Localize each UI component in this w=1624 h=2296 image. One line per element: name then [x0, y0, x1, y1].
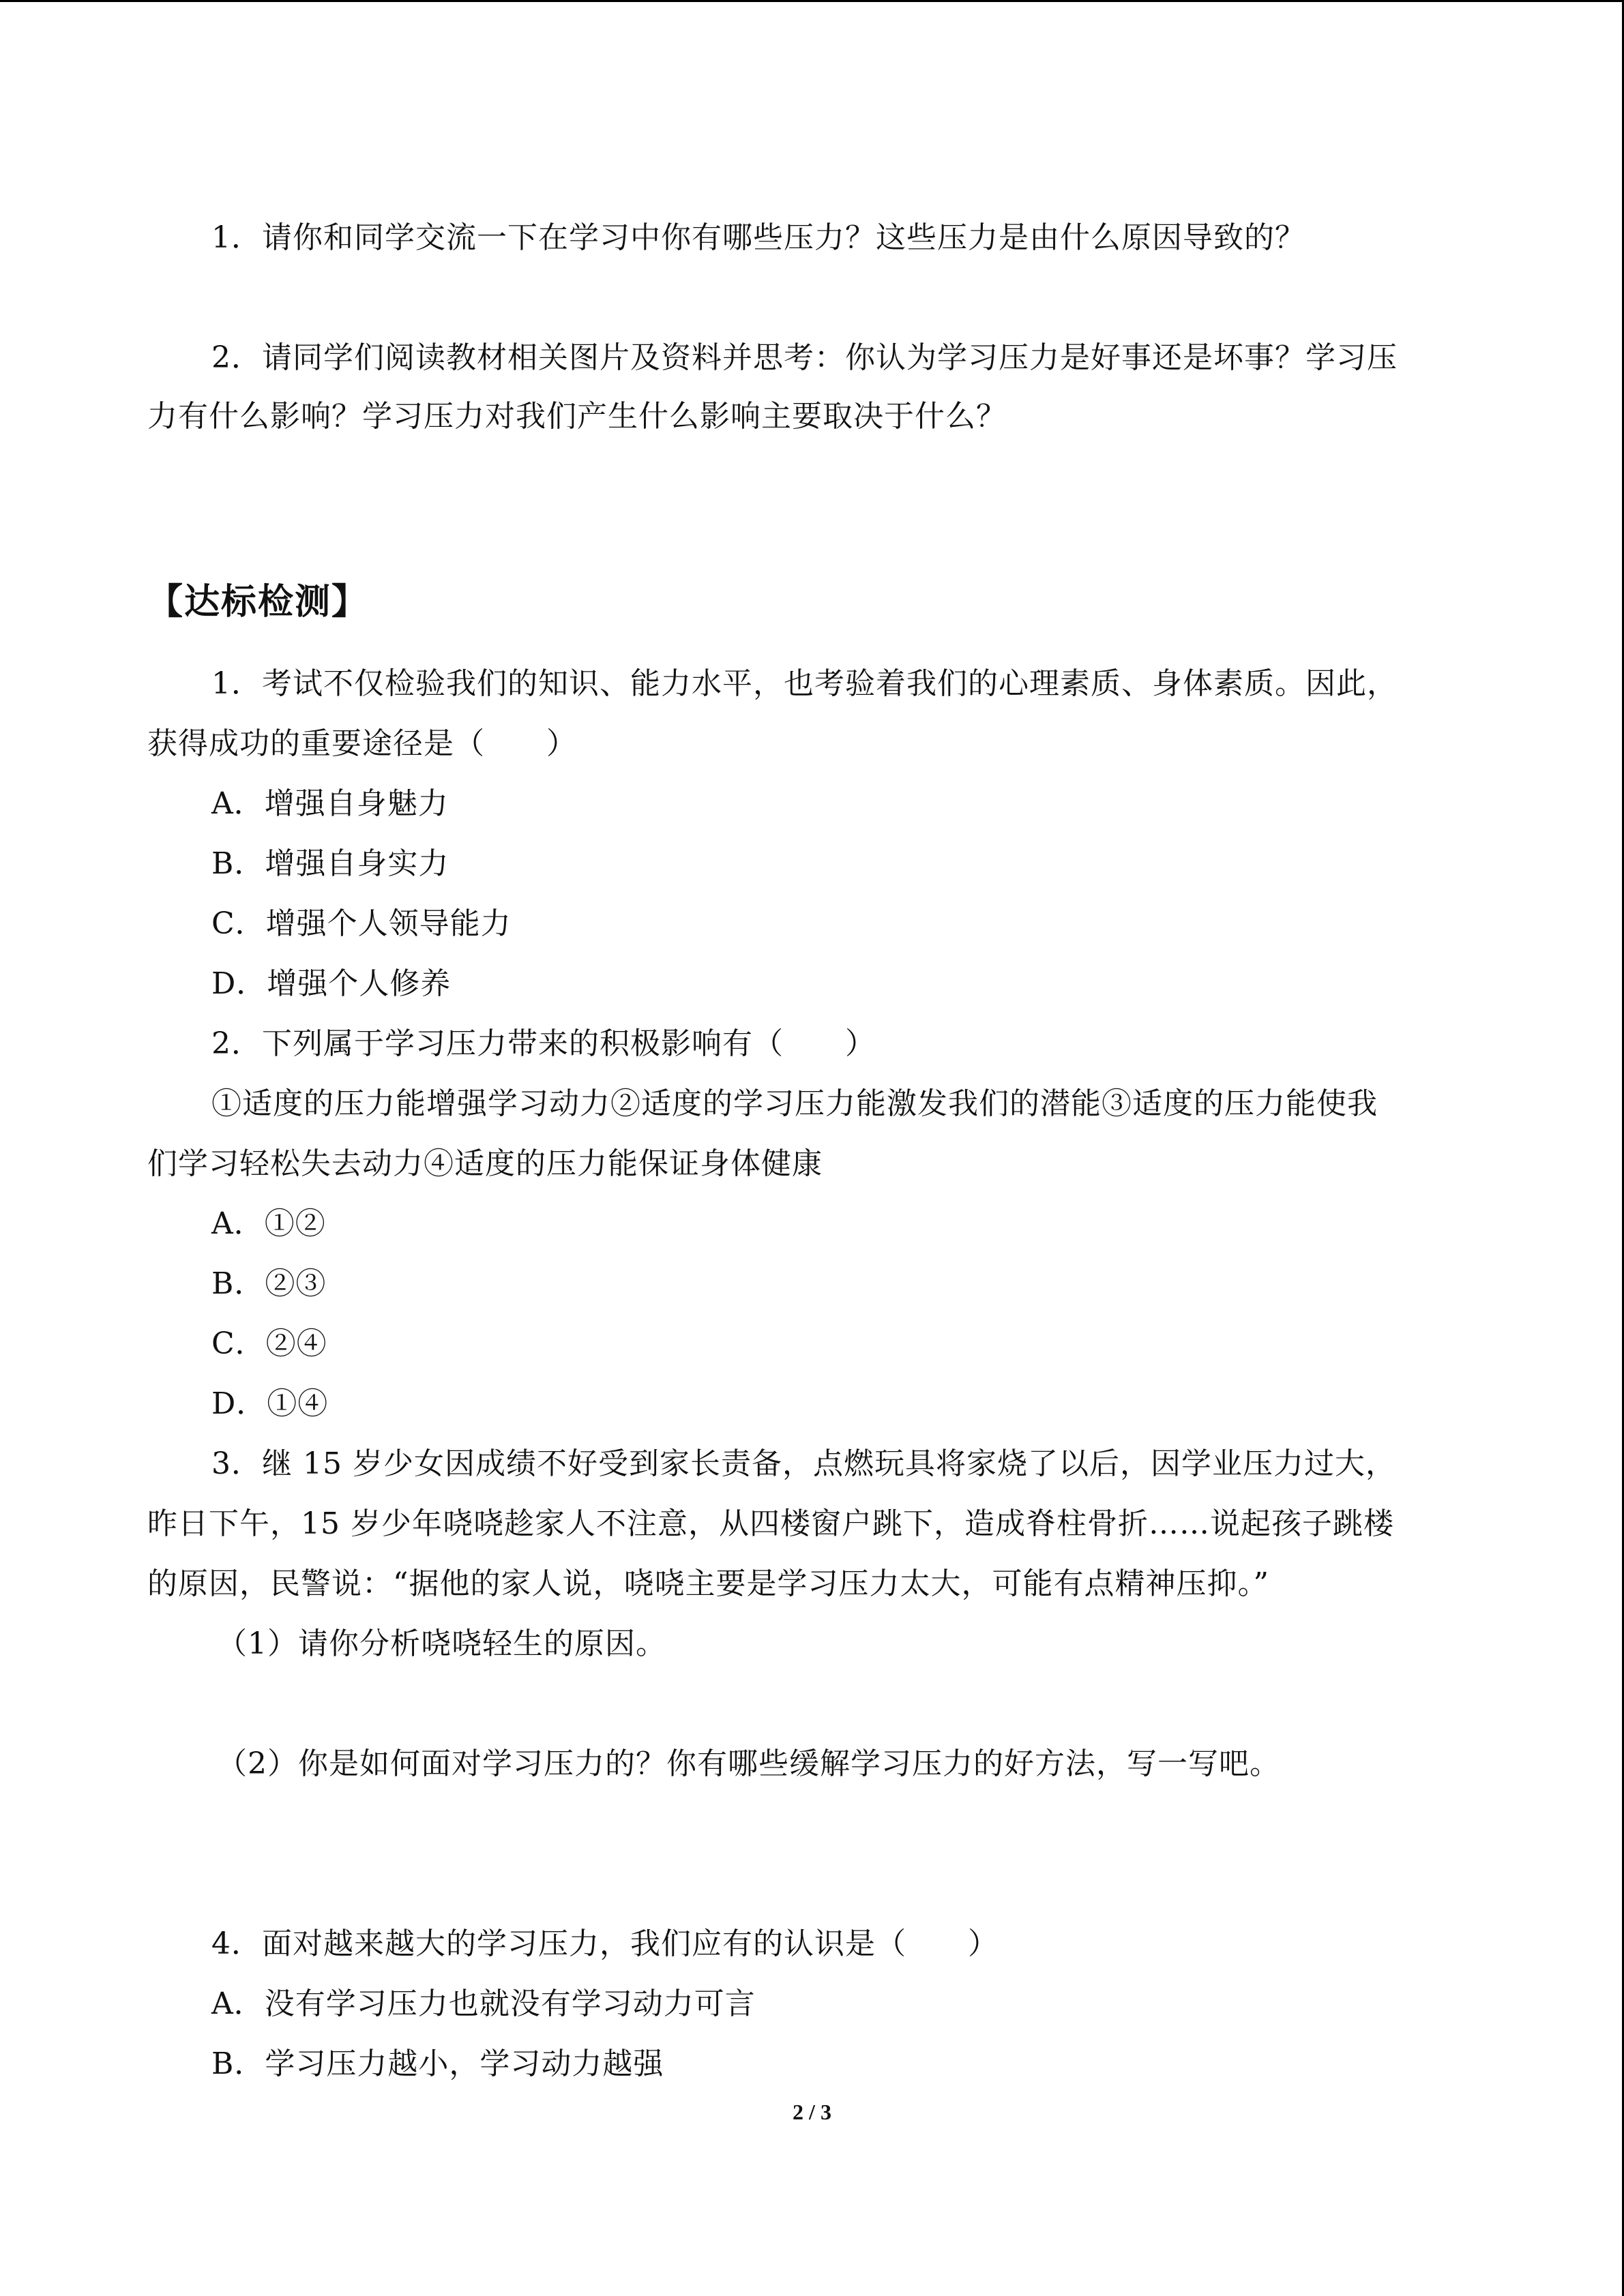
question-1: 1．请你和同学交流一下在学习中你有哪些压力？这些压力是由什么原因导致的？: [211, 220, 1305, 255]
test-3-sub-question-1: （1）请你分析哓哓轻生的原因。: [217, 1626, 666, 1661]
test-4-option-b: B．学习压力越小，学习动力越强: [211, 2046, 664, 2081]
test-1-option-c: C．增强个人领导能力: [211, 906, 512, 941]
test-2-stem: 2．下列属于学习压力带来的积极影响有（ ）: [211, 1026, 876, 1061]
test-2-statements-line-1: ①适度的压力能增强学习动力②适度的学习压力能激发我们的潜能③适度的压力能使我: [211, 1086, 1378, 1121]
test-3-line-1: 3．继 15 岁少女因成绩不好受到家长责备，点燃玩具将家烧了以后，因学业压力过大，: [211, 1446, 1396, 1481]
page-number: 2 / 3: [793, 2100, 831, 2124]
test-2-option-b: B．②③: [211, 1266, 327, 1301]
test-4-stem: 4．面对越来越大的学习压力，我们应有的认识是（ ）: [211, 1926, 999, 1961]
test-1-option-d: D．增强个人修养: [211, 966, 452, 1001]
test-2-option-c: C．②④: [211, 1326, 327, 1361]
test-1-option-b: B．增强自身实力: [211, 846, 449, 881]
test-3-sub-question-2: （2）你是如何面对学习压力的？你有哪些缓解学习压力的好方法，写一写吧。: [217, 1746, 1280, 1781]
test-1-line-1: 1．考试不仅检验我们的知识、能力水平，也考验着我们的心理素质、身体素质。因此，: [211, 666, 1398, 701]
test-2-statements-line-2: 们学习轻松失去动力④适度的压力能保证身体健康: [147, 1146, 823, 1181]
section-heading: 【达标检测】: [147, 581, 369, 623]
test-2-option-d: D．①④: [211, 1386, 329, 1421]
test-1-option-a: A．增强自身魅力: [211, 786, 449, 821]
question-2-line-1: 2．请同学们阅读教材相关图片及资料并思考：你认为学习压力是好事还是坏事？学习压: [211, 340, 1398, 375]
question-2-line-2: 力有什么影响？学习压力对我们产生什么影响主要取决于什么？: [147, 399, 1007, 434]
test-4-option-a: A．没有学习压力也就没有学习动力可言: [211, 1986, 756, 2021]
test-2-option-a: A．①②: [211, 1206, 326, 1241]
test-1-line-2: 获得成功的重要途径是（ ）: [147, 726, 577, 761]
test-3-line-2: 昨日下午，15 岁少年哓哓趁家人不注意，从四楼窗户跳下，造成脊柱骨折……说起孩子跳楼: [147, 1506, 1394, 1541]
test-3-line-3: 的原因，民警说：“据他的家人说，哓哓主要是学习压力太大，可能有点精神压抑。”: [147, 1566, 1269, 1601]
